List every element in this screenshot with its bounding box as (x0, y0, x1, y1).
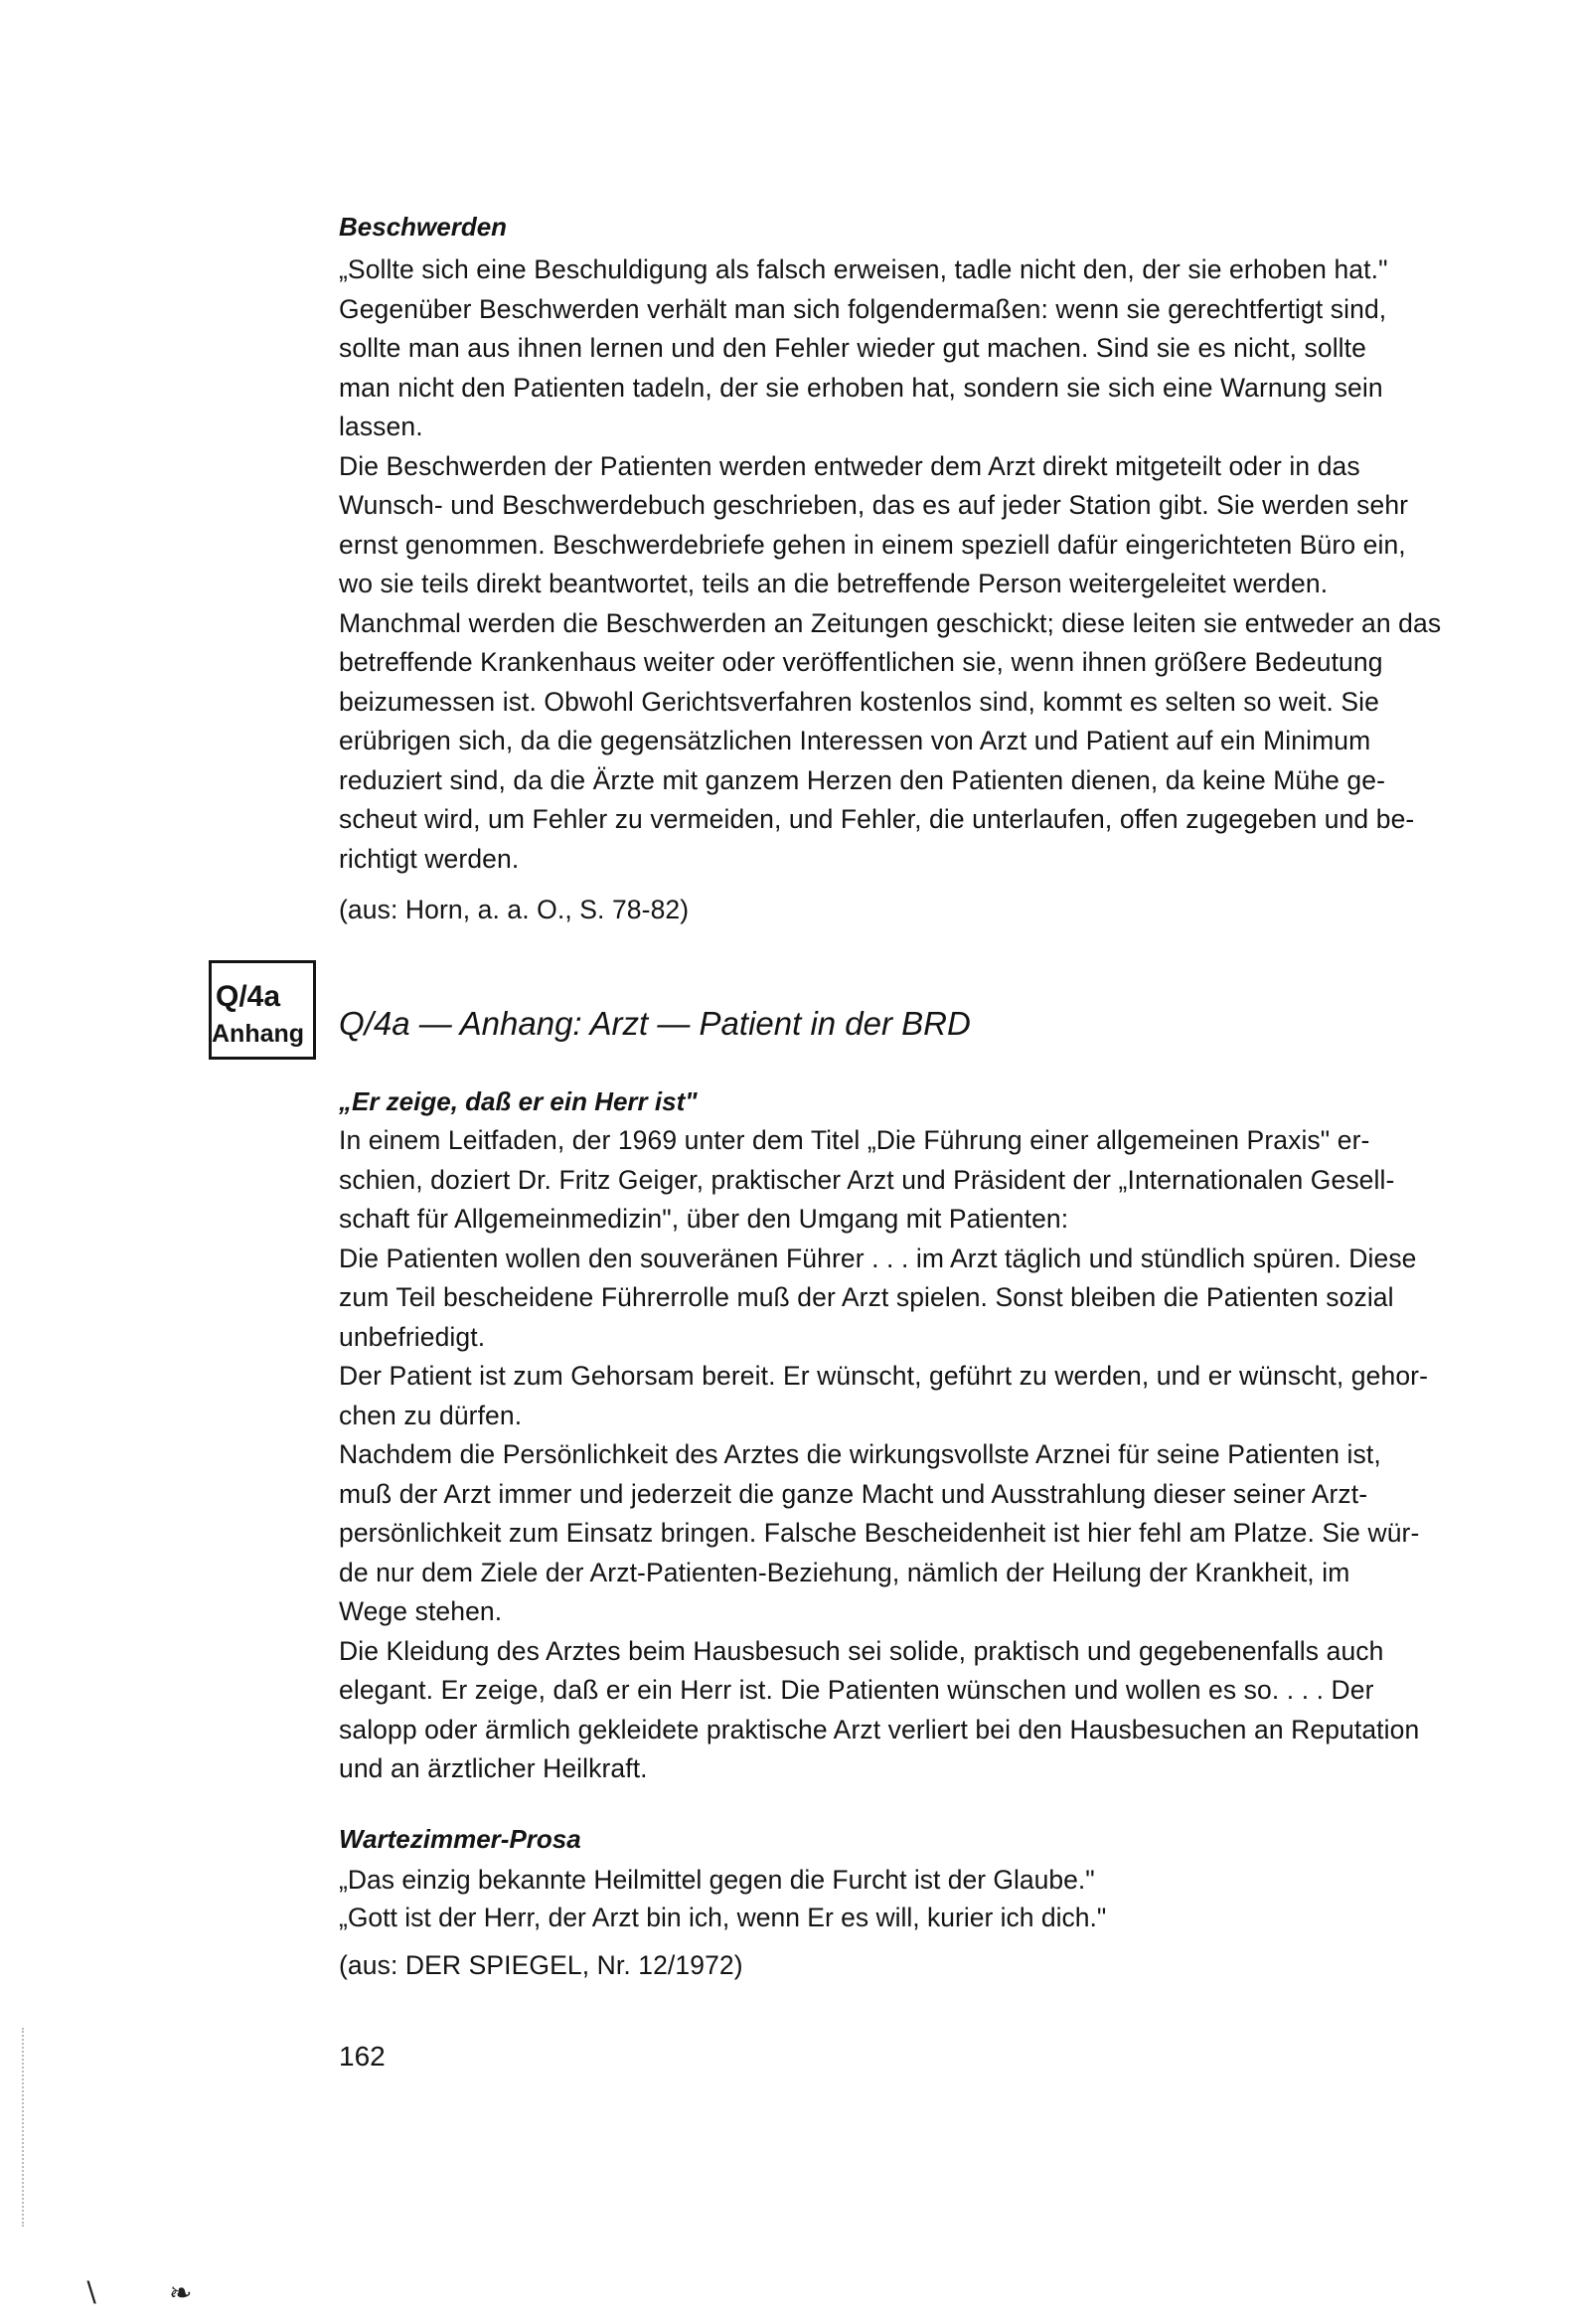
marker-code: Q/4a (216, 980, 281, 1013)
section-title: Q/4a — Anhang: Arzt — Patient in der BRD (339, 1005, 971, 1042)
text-line: Wunsch- und Beschwerdebuch geschrieben, das es auf jeder Station gibt. Sie werden sehr (339, 490, 1409, 520)
section-anhang (339, 1085, 1531, 1789)
text-line: schien, doziert Dr. Fritz Geiger, praktischer Arzt und Präsident der „Internationalen Gesell- (339, 1164, 1395, 1195)
text-line: reduziert sind, da die Ärzte mit ganzem Herzen den Patienten dienen, da keine Mühe ge- (339, 764, 1386, 795)
text-line: und an ärztlicher Heilkraft. (339, 1753, 648, 1783)
text-line: Die Kleidung des Arztes beim Hausbesuch sei solide, praktisch und gegebenenfalls auch (339, 1635, 1384, 1666)
text-line: erübrigen sich, da die gegensätzlichen Interessen von Arzt und Patient auf ein Minimum (339, 726, 1371, 755)
source-citation: (aus: Horn, a. a. O., S. 78-82) (339, 895, 690, 924)
section-heading: Beschwerden (339, 212, 508, 242)
text-line: richtigt werden. (339, 843, 520, 874)
source-citation: (aus: DER SPIEGEL, Nr. 12/1972) (339, 1950, 743, 1980)
text-line: Manchmal werden die Beschwerden an Zeitungen geschickt; diese leiten sie entweder an das (339, 607, 1442, 638)
quote-line: „Das einzig bekannte Heilmittel gegen die Furcht ist der Glaube." (339, 1865, 1095, 1895)
text-line: scheut wird, um Fehler zu vermeiden, und Fehler, die unterlaufen, offen zugegeben und be- (339, 804, 1415, 834)
marker-label: Anhang (212, 1020, 305, 1048)
text-line: de nur dem Ziele der Arzt-Patienten-Beziehung, nämlich der Heilung der Krankheit, im (339, 1557, 1350, 1587)
text-line: chen zu dürfen. (339, 1400, 523, 1430)
text-line: Gegenüber Beschwerden verhält man sich folgendermaßen: wenn sie gerechtfertigt sind, (339, 293, 1387, 324)
scan-artifact-glyph: ∖ (81, 2277, 99, 2308)
text-line: beizumessen ist. Obwohl Gerichtsverfahren kostenlos sind, kommt es selten so weit. Sie (339, 686, 1379, 717)
text-line: In einem Leitfaden, der 1969 unter dem Titel „Die Führung einer allgemeinen Praxis" er- (339, 1125, 1370, 1155)
text-line: ernst genommen. Beschwerdebriefe gehen in einem speziell dafür eingerichteten Büro ein, (339, 529, 1406, 560)
text-line: „Sollte sich eine Beschuldigung als falsch erweisen, tadle nicht den, der sie erhoben hat." (339, 254, 1388, 284)
quote-line: „Gott ist der Herr, der Arzt bin ich, wenn Er es will, kurier ich dich." (339, 1903, 1107, 1932)
section-subheading: „Er zeige, daß er ein Herr ist" (339, 1086, 698, 1116)
text-line: sollte man aus ihnen lernen und den Fehler wieder gut machen. Sind sie es nicht, sollte (339, 333, 1366, 363)
text-line: Nachdem die Persönlichkeit des Arztes die wirkungsvollste Arznei für seine Patienten ist, (339, 1439, 1381, 1469)
section-heading: Wartezimmer-Prosa (339, 1824, 581, 1854)
quote-block (339, 1861, 1531, 1936)
text-line: unbefriedigt. (339, 1321, 486, 1352)
text-line: Die Patienten wollen den souveränen Führer . . . im Arzt täglich und stündlich spüren. Diese (339, 1243, 1417, 1273)
text-line: schaft für Allgemeinmedizin", über den Umgang mit Patienten: (339, 1204, 1069, 1234)
page-number: 162 (339, 2041, 386, 2072)
text-line: Die Beschwerden der Patienten werden entweder dem Arzt direkt mitgeteilt oder in das (339, 450, 1360, 481)
scan-artifact-glyph: ❧ (169, 2277, 193, 2308)
paragraph-anhang (339, 1121, 1531, 1789)
text-line: zum Teil bescheidene Führerrolle muß der Arzt spielen. Sonst bleiben die Patienten sozial (339, 1282, 1394, 1312)
text-line: lassen. (339, 412, 423, 441)
text-line: wo sie teils direkt beantwortet, teils an die betreffende Person weitergeleitet werden. (339, 569, 1329, 598)
text-line: elegant. Er zeige, daß er ein Herr ist. Die Patienten wünschen und wollen es so. . . . Der (339, 1675, 1374, 1705)
paragraph-beschwerden (339, 250, 1531, 879)
text-line: man nicht den Patienten tadeln, der sie erhoben hat, sondern sie sich eine Warnung sein (339, 372, 1383, 403)
margin-section-marker (209, 960, 316, 1060)
text-line: Der Patient ist zum Gehorsam bereit. Er wünscht, geführt zu werden, und er wünscht, gehor- (339, 1361, 1429, 1391)
section-wartezimmer-prosa (339, 1823, 1531, 1986)
section-beschwerden (339, 211, 1531, 930)
text-line: salopp oder ärmlich gekleidete praktische Arzt verliert bei den Hausbesuchen an Reputation (339, 1714, 1420, 1744)
text-line: Wege stehen. (339, 1596, 503, 1626)
text-line: muß der Arzt immer und jederzeit die ganze Macht und Ausstrahlung dieser seiner Arzt- (339, 1478, 1368, 1509)
text-line: betreffende Krankenhaus weiter oder veröffentlichen sie, wenn ihnen größere Bedeutung (339, 647, 1383, 677)
scan-artifact-dots (22, 2028, 28, 2227)
text-line: persönlichkeit zum Einsatz bringen. Falsche Bescheidenheit ist hier fehl am Platze. Sie wür- (339, 1518, 1420, 1548)
